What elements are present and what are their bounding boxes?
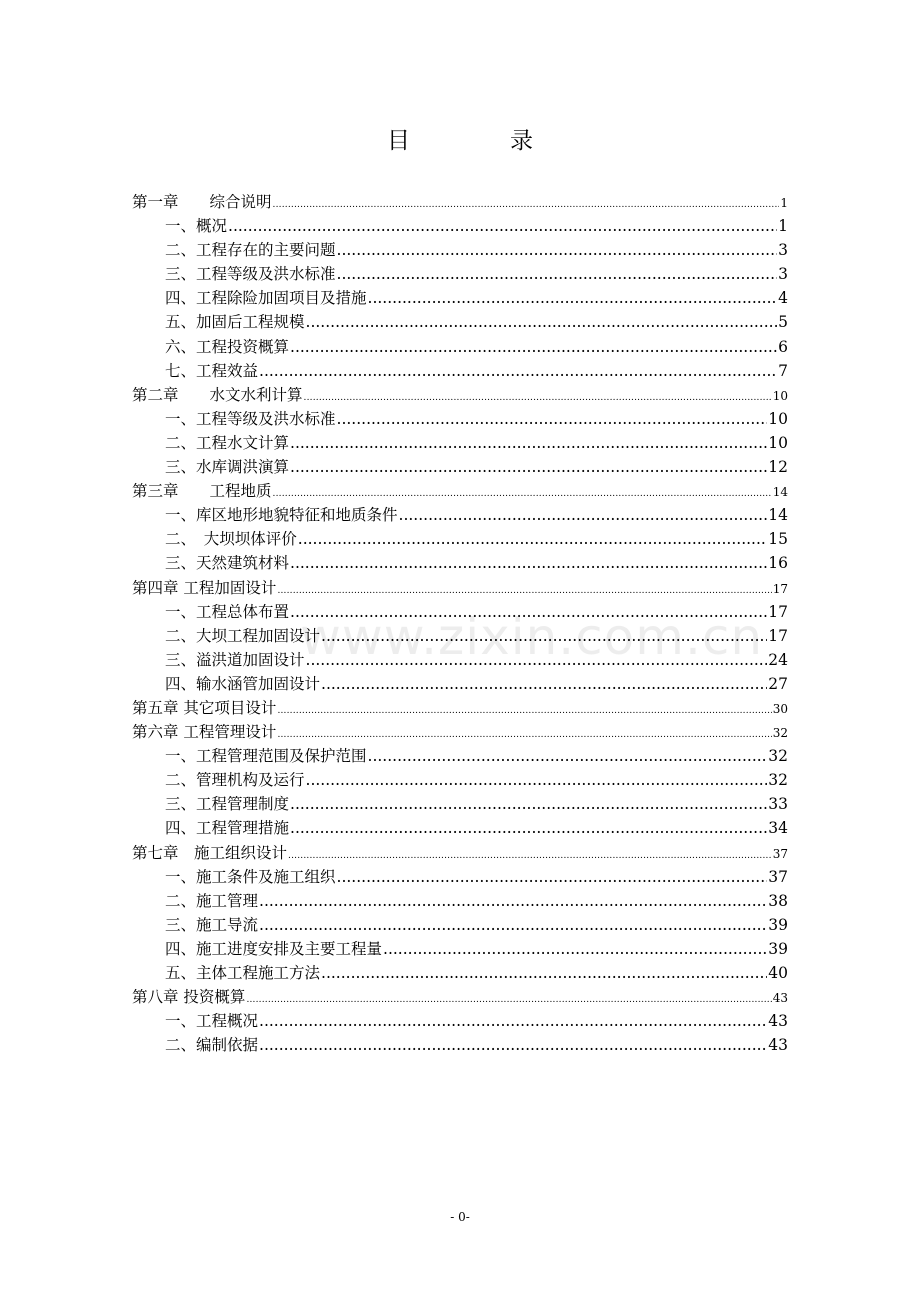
page-number-footer: - 0- bbox=[450, 1210, 470, 1224]
toc-dot-leader bbox=[337, 407, 768, 431]
toc-dot-leader bbox=[290, 816, 767, 840]
toc-dot-leader bbox=[228, 214, 777, 238]
toc-page-number: 10 bbox=[772, 388, 788, 403]
toc-section-entry[interactable] bbox=[132, 889, 788, 913]
toc-page-number: 17 bbox=[768, 626, 788, 645]
toc-chapter-entry[interactable] bbox=[132, 576, 788, 600]
toc-entry-label: 一、工程概况 bbox=[165, 1012, 259, 1031]
toc-page-number: 33 bbox=[768, 795, 788, 814]
toc-page-number: 10 bbox=[768, 409, 788, 428]
toc-page-number: 32 bbox=[772, 726, 788, 741]
toc-entry-label: 第八章 投资概算 bbox=[132, 988, 246, 1007]
toc-chapter-entry[interactable] bbox=[132, 383, 788, 407]
toc-page-number: 6 bbox=[778, 337, 788, 356]
toc-entry-label: 第七章 施工组织设计 bbox=[132, 843, 288, 862]
toc-entry-label: 三、天然建筑材料 bbox=[165, 554, 290, 573]
toc-section-entry[interactable] bbox=[132, 551, 788, 575]
toc-dot-leader bbox=[306, 310, 778, 334]
toc-entry-label: 七、工程效益 bbox=[165, 361, 259, 380]
toc-page-number: 39 bbox=[768, 915, 788, 934]
toc-dot-leader bbox=[337, 238, 778, 262]
toc-page-number: 12 bbox=[768, 458, 788, 477]
toc-chapter-entry[interactable] bbox=[132, 720, 788, 744]
toc-dot-leader bbox=[259, 1009, 767, 1033]
toc-page-number: 4 bbox=[778, 289, 788, 308]
toc-page-number: 1 bbox=[778, 217, 788, 236]
toc-section-entry[interactable] bbox=[132, 503, 788, 527]
toc-entry-label: 六、工程投资概算 bbox=[165, 337, 290, 356]
toc-page-number: 43 bbox=[768, 1012, 788, 1031]
toc-dot-leader bbox=[290, 335, 777, 359]
toc-entry-label: 三、工程管理制度 bbox=[165, 795, 290, 814]
toc-page-number: 24 bbox=[768, 650, 788, 669]
toc-dot-leader bbox=[306, 768, 768, 792]
toc-entry-label: 二、管理机构及运行 bbox=[165, 771, 305, 790]
toc-page-number: 1 bbox=[780, 196, 788, 210]
toc-entry-label: 第五章 其它项目设计 bbox=[132, 698, 277, 717]
toc-entry-label: 五、主体工程施工方法 bbox=[165, 964, 321, 982]
toc-page-number: 37 bbox=[768, 867, 788, 886]
toc-section-entry[interactable] bbox=[132, 527, 788, 551]
toc-entry-label: 二、大坝工程加固设计 bbox=[165, 626, 321, 645]
toc-dot-leader bbox=[337, 865, 768, 889]
toc-page-number: 32 bbox=[768, 771, 788, 790]
toc-page-number: 15 bbox=[768, 530, 788, 549]
toc-entry-label: 第三章 工程地质 bbox=[132, 482, 272, 501]
toc-dot-leader bbox=[399, 503, 768, 527]
toc-section-entry[interactable] bbox=[132, 913, 788, 937]
toc-page-number: 37 bbox=[772, 846, 788, 861]
toc-dot-leader bbox=[259, 889, 767, 913]
toc-dot-leader bbox=[290, 600, 767, 624]
toc-page-number: 17 bbox=[772, 581, 788, 596]
toc-section-entry[interactable] bbox=[132, 816, 788, 840]
toc-chapter-entry[interactable] bbox=[132, 479, 788, 503]
toc-section-entry[interactable] bbox=[132, 961, 788, 985]
toc-page-number: 38 bbox=[768, 891, 788, 910]
toc-dot-leader bbox=[368, 744, 768, 768]
toc-section-entry[interactable] bbox=[132, 600, 788, 624]
toc-entry-label: 三、工程等级及洪水标准 bbox=[165, 265, 336, 284]
toc-dot-leader bbox=[259, 359, 777, 383]
toc-dot-leader bbox=[321, 961, 767, 985]
toc-section-entry[interactable] bbox=[132, 407, 788, 431]
toc-dot-leader bbox=[290, 792, 767, 816]
toc-entry-label: 四、工程管理措施 bbox=[165, 819, 290, 838]
toc-entry-label: 第一章 综合说明 bbox=[132, 193, 272, 211]
toc-section-entry[interactable] bbox=[132, 359, 788, 383]
toc-section-entry[interactable] bbox=[132, 262, 788, 286]
toc-entry-label: 二、施工管理 bbox=[165, 891, 259, 910]
toc-dot-leader bbox=[321, 672, 767, 696]
toc-dot-leader bbox=[290, 551, 767, 575]
toc-section-entry[interactable] bbox=[132, 238, 788, 262]
toc-section-entry[interactable] bbox=[132, 214, 788, 238]
toc-section-entry[interactable] bbox=[132, 1033, 788, 1057]
toc-section-entry[interactable] bbox=[132, 310, 788, 334]
toc-entry-label: 第二章 水文水利计算 bbox=[132, 385, 303, 404]
toc-chapter-entry[interactable] bbox=[132, 841, 788, 865]
toc-page-number: 34 bbox=[768, 819, 788, 838]
toc-dot-leader bbox=[337, 262, 778, 286]
toc-section-entry[interactable] bbox=[132, 672, 788, 696]
toc-section-entry[interactable] bbox=[132, 792, 788, 816]
toc-entry-label: 四、施工进度安排及主要工程量 bbox=[165, 939, 383, 958]
toc-page-number: 10 bbox=[768, 433, 788, 452]
toc-entry-label: 二、编制依据 bbox=[165, 1036, 259, 1055]
toc-entry-label: 一、施工条件及施工组织 bbox=[165, 867, 336, 886]
toc-dot-leader bbox=[298, 527, 768, 551]
toc-entry-label: 二、工程水文计算 bbox=[165, 433, 290, 452]
toc-entry-label: 一、工程总体布置 bbox=[165, 602, 290, 621]
toc-entry-label: 四、输水涵管加固设计 bbox=[165, 674, 321, 693]
toc-entry-label: 五、加固后工程规模 bbox=[165, 313, 305, 332]
toc-dot-leader bbox=[290, 431, 767, 455]
page-title bbox=[0, 122, 920, 158]
toc-entry-label: 三、施工导流 bbox=[165, 915, 259, 934]
watermark: www.zixin.com.cn bbox=[300, 608, 764, 666]
toc-page-number: 14 bbox=[772, 485, 788, 500]
toc-page-number: 43 bbox=[772, 991, 788, 1006]
toc-dot-leader bbox=[383, 937, 767, 961]
title-char-1: 目 bbox=[387, 128, 410, 154]
toc-page-number: 43 bbox=[768, 1036, 788, 1055]
toc-section-entry[interactable] bbox=[132, 455, 788, 479]
toc-entry-label: 四、工程除险加固项目及措施 bbox=[165, 289, 367, 308]
toc-chapter-entry[interactable] bbox=[132, 696, 788, 720]
toc-page-number: 32 bbox=[768, 747, 788, 766]
toc-dot-leader bbox=[259, 1033, 767, 1057]
toc-dot-leader bbox=[290, 455, 767, 479]
toc-dot-leader bbox=[306, 648, 768, 672]
toc-entry-label: 一、概况 bbox=[165, 217, 228, 236]
toc-page-number: 30 bbox=[772, 701, 788, 716]
toc-page-number: 39 bbox=[768, 939, 788, 958]
toc-section-entry[interactable] bbox=[132, 335, 788, 359]
toc-page-number: 14 bbox=[768, 506, 788, 525]
toc-section-entry[interactable] bbox=[132, 744, 788, 768]
toc-entry-label: 一、库区地形地貌特征和地质条件 bbox=[165, 506, 398, 525]
table-of-contents bbox=[132, 190, 788, 1057]
toc-section-entry[interactable] bbox=[132, 865, 788, 889]
toc-page-number: 17 bbox=[768, 602, 788, 621]
toc-chapter-entry[interactable] bbox=[132, 190, 788, 214]
toc-page-number: 3 bbox=[778, 241, 788, 260]
toc-page-number: 27 bbox=[768, 674, 788, 693]
toc-section-entry[interactable] bbox=[132, 286, 788, 310]
toc-entry-label: 第六章 工程管理设计 bbox=[132, 723, 277, 742]
toc-section-entry[interactable] bbox=[132, 431, 788, 455]
toc-entry-label: 一、工程管理范围及保护范围 bbox=[165, 747, 367, 766]
toc-dot-leader bbox=[277, 699, 771, 723]
toc-dot-leader bbox=[321, 624, 767, 648]
toc-entry-label: 三、溢洪道加固设计 bbox=[165, 650, 305, 669]
toc-page-number: 40 bbox=[768, 964, 788, 982]
toc-entry-label: 二、工程存在的主要问题 bbox=[165, 241, 336, 260]
toc-dot-leader bbox=[259, 913, 767, 937]
title-char-2: 录 bbox=[510, 128, 533, 154]
toc-page-number: 5 bbox=[778, 313, 788, 332]
toc-entry-label: 第四章 工程加固设计 bbox=[132, 578, 277, 597]
toc-section-entry[interactable] bbox=[132, 1009, 788, 1033]
toc-entry-label: 二、 大坝坝体评价 bbox=[165, 530, 297, 549]
toc-entry-label: 三、水库调洪演算 bbox=[165, 458, 290, 477]
toc-entry-label: 一、工程等级及洪水标准 bbox=[165, 409, 336, 428]
toc-section-entry[interactable] bbox=[132, 648, 788, 672]
toc-section-entry[interactable] bbox=[132, 624, 788, 648]
toc-dot-leader bbox=[368, 286, 778, 310]
toc-section-entry[interactable] bbox=[132, 768, 788, 792]
toc-section-entry[interactable] bbox=[132, 937, 788, 961]
toc-page-number: 3 bbox=[778, 265, 788, 284]
toc-page-number: 7 bbox=[778, 361, 788, 380]
toc-chapter-entry[interactable] bbox=[132, 985, 788, 1009]
toc-page-number: 16 bbox=[768, 554, 788, 573]
